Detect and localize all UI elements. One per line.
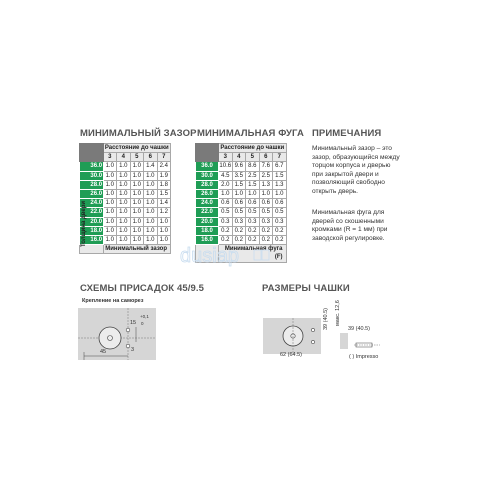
table-value-cell: 0.3: [273, 217, 287, 226]
table-value-cell: 1.0: [117, 162, 131, 171]
table-value-cell: 1.0: [117, 180, 131, 189]
heading-drilling: СХЕМЫ ПРИСАДОК 45/9.5: [80, 283, 204, 294]
table-row: [196, 162, 287, 171]
table-row: [196, 180, 287, 189]
cup-dim-max: макс. 12,6: [335, 300, 341, 326]
table-value-cell: 1.0: [103, 208, 117, 217]
table-top-header: Расстояние до чашки: [220, 145, 285, 151]
svg-text:dusiap: dusiap: [180, 245, 239, 267]
table-value-cell: 1.0: [144, 171, 158, 180]
table-value-cell: 1.4: [144, 162, 158, 171]
table-value-cell: 0.2: [273, 226, 287, 235]
table-value-cell: 2.5: [246, 171, 260, 180]
table-value-cell: 0.3: [246, 217, 260, 226]
table-value-cell: 1.0: [117, 236, 131, 245]
door-thickness-cell: 26.0: [196, 190, 219, 199]
table-value-cell: 1.0: [130, 217, 144, 226]
table-value-cell: 1.0: [117, 190, 131, 199]
table-row: [196, 208, 287, 217]
table-value-cell: 1.5: [273, 171, 287, 180]
table-value-cell: 1.0: [144, 226, 158, 235]
table-value-cell: 2.4: [157, 162, 171, 171]
table-value-cell: 1.0: [103, 162, 117, 171]
door-thickness-cell: 30.0: [196, 171, 219, 180]
table-row: [80, 226, 171, 235]
table-min-gap: [79, 143, 171, 254]
table-corner: [80, 144, 104, 162]
table-value-cell: 1.0: [117, 208, 131, 217]
table-value-cell: 7.6: [259, 162, 273, 171]
table-value-cell: 0.2: [219, 236, 233, 245]
drilling-dim-tolerance-upper: +0,1: [140, 314, 149, 319]
table-value-cell: 1.0: [144, 180, 158, 189]
table-value-cell: 1.0: [103, 217, 117, 226]
cup-dim-62: 62 (64.5): [280, 352, 303, 358]
table-corner: [196, 144, 219, 162]
table-value-cell: 1.0: [103, 190, 117, 199]
table-value-cell: 0.6: [232, 199, 246, 208]
table-row: [80, 236, 171, 245]
table-value-cell: 0.6: [259, 199, 273, 208]
table-value-cell: 1.0: [117, 171, 131, 180]
table-row: [196, 217, 287, 226]
table-value-cell: 1.0: [117, 226, 131, 235]
door-thickness-cell: 20.0: [80, 217, 104, 226]
table-value-cell: 1.0: [259, 190, 273, 199]
table-value-cell: 1.3: [259, 180, 273, 189]
table-value-cell: 1.0: [232, 190, 246, 199]
table-column-header: 5: [246, 153, 260, 162]
table-value-cell: 2.5: [259, 171, 273, 180]
table-row: [196, 199, 287, 208]
table-value-cell: 1.9: [157, 171, 171, 180]
table-row: [80, 180, 171, 189]
door-thickness-cell: 18.0: [196, 226, 219, 235]
door-thickness-cell: 30.0: [80, 171, 104, 180]
table-value-cell: 1.0: [144, 190, 158, 199]
table-value-cell: 1.0: [144, 217, 158, 226]
table-column-header: 6: [259, 153, 273, 162]
table-value-cell: 1.8: [157, 180, 171, 189]
table-value-cell: 1.0: [103, 180, 117, 189]
table-value-cell: 0.5: [259, 208, 273, 217]
table-value-cell: 1.5: [157, 190, 171, 199]
heading-min-gap: МИНИМАЛЬНЫЙ ЗАЗОР: [80, 128, 197, 139]
table-column-header: 7: [157, 153, 171, 162]
drilling-diagram: [78, 308, 178, 373]
table-row: [80, 171, 171, 180]
table-value-cell: 0.2: [273, 236, 287, 245]
door-thickness-cell: 16.0: [80, 236, 104, 245]
label-door-thickness: Толщина двери: [81, 200, 87, 247]
table-value-cell: 1.0: [273, 190, 287, 199]
table-value-cell: 1.0: [130, 199, 144, 208]
drilling-dim-45: 45: [100, 349, 107, 355]
table-value-cell: 1.0: [130, 180, 144, 189]
table-value-cell: 0.3: [259, 217, 273, 226]
table-value-cell: 1.0: [246, 190, 260, 199]
table-row: [196, 226, 287, 235]
door-thickness-cell: 36.0: [80, 162, 104, 171]
table-value-cell: 1.0: [219, 190, 233, 199]
table-value-cell: 1.0: [103, 236, 117, 245]
table-row: [80, 162, 171, 171]
notes-paragraph-2: Минимальная фуга для дверей со скошенными кромками (R = 1 мм) при заводской регулировке.: [312, 209, 388, 242]
table-column-header: 6: [144, 153, 158, 162]
table-row: [80, 217, 171, 226]
table-value-cell: 4.5: [219, 171, 233, 180]
table-value-cell: 1.0: [103, 199, 117, 208]
heading-min-joint: МИНИМАЛЬНАЯ ФУГА: [197, 128, 304, 139]
door-thickness-cell: 36.0: [196, 162, 219, 171]
table-value-cell: 0.5: [273, 208, 287, 217]
table-value-cell: 1.0: [130, 190, 144, 199]
door-thickness-cell: 22.0: [196, 208, 219, 217]
table-row: [80, 208, 171, 217]
table-value-cell: 0.2: [232, 226, 246, 235]
table-value-cell: 1.0: [144, 199, 158, 208]
table-top-header: Расстояние до чашки: [104, 145, 169, 151]
table-value-cell: 0.3: [219, 217, 233, 226]
table-value-cell: 1.0: [157, 236, 171, 245]
table-value-cell: 1.0: [157, 217, 171, 226]
table-value-cell: 1.0: [117, 199, 131, 208]
heading-cup-dimensions: РАЗМЕРЫ ЧАШКИ: [262, 283, 350, 294]
table-column-header: 4: [117, 153, 131, 162]
heading-notes: ПРИМЕЧАНИЯ: [312, 128, 382, 139]
table-value-cell: 1.0: [117, 217, 131, 226]
table-value-cell: 3.5: [232, 171, 246, 180]
table-value-cell: 1.3: [273, 180, 287, 189]
table-row: [80, 190, 171, 199]
table-value-cell: 6.7: [273, 162, 287, 171]
table-value-cell: 1.5: [232, 180, 246, 189]
table-value-cell: 0.6: [219, 199, 233, 208]
table-value-cell: 10.6: [219, 163, 232, 170]
table-column-header: 5: [130, 153, 144, 162]
table-footer: Минимальный зазор: [103, 245, 171, 254]
table-value-cell: 1.0: [157, 226, 171, 235]
table-value-cell: 1.0: [144, 208, 158, 217]
door-thickness-cell: 20.0: [196, 217, 219, 226]
notes-paragraph-1: Минимальный зазор – это зазор, образующийся между торцом корпуса и дверью при закрытой двери и позволяющий свободно открыть дверь.: [312, 145, 400, 195]
table-value-cell: 8.6: [246, 162, 260, 171]
table-value-cell: 1.4: [157, 199, 171, 208]
table-value-cell: 0.2: [259, 236, 273, 245]
table-value-cell: 0.3: [232, 217, 246, 226]
drilling-dim-15: 15: [130, 320, 137, 326]
door-thickness-cell: 18.0: [80, 226, 104, 235]
table-footer: Минимальная фуга (F): [219, 245, 287, 262]
table-row: [196, 190, 287, 199]
table-value-cell: 0.2: [259, 226, 273, 235]
table-value-cell: 1.0: [103, 171, 117, 180]
table-value-cell: 0.5: [246, 208, 260, 217]
table-value-cell: 1.0: [130, 226, 144, 235]
table-row: [80, 199, 171, 208]
table-value-cell: 0.2: [219, 226, 233, 235]
table-value-cell: 0.2: [246, 236, 260, 245]
table-value-cell: 1.2: [157, 208, 171, 217]
door-thickness-cell: 22.0: [80, 208, 104, 217]
table-column-header: 4: [232, 153, 246, 162]
cup-dim-left-vertical: 39 (40.5): [323, 307, 329, 330]
door-thickness-cell: 24.0: [196, 199, 219, 208]
table-value-cell: 1.0: [130, 162, 144, 171]
table-value-cell: 1.0: [130, 208, 144, 217]
door-thickness-cell: 16.0: [196, 236, 219, 245]
drilling-caption: Крепление на саморез: [82, 298, 144, 304]
table-column-header: 7: [273, 153, 287, 162]
table-value-cell: 9.6: [232, 162, 246, 171]
table-value-cell: 0.2: [232, 236, 246, 245]
drilling-dim-tolerance-lower: 0: [141, 321, 144, 326]
table-column-header: 3: [219, 153, 233, 162]
table-value-cell: 0.5: [232, 208, 246, 217]
table-value-cell: 0.6: [246, 199, 260, 208]
drilling-dim-3: 3: [131, 347, 135, 353]
table-row: [196, 171, 287, 180]
door-thickness-cell: 28.0: [80, 180, 104, 189]
door-thickness-cell: 26.0: [80, 190, 104, 199]
table-value-cell: 1.5: [246, 180, 260, 189]
table-value-cell: 0.6: [273, 199, 287, 208]
table-column-header: 3: [103, 153, 117, 162]
watermark-logo: [180, 240, 280, 270]
door-thickness-cell: 24.0: [80, 199, 104, 208]
table-value-cell: 2.0: [219, 180, 233, 189]
door-thickness-cell: 28.0: [196, 180, 219, 189]
cup-dim-39: 39 (40.5): [348, 326, 371, 332]
table-value-cell: 1.0: [130, 236, 144, 245]
table-value-cell: 1.0: [144, 236, 158, 245]
table-value-cell: 0.5: [219, 208, 233, 217]
table-value-cell: 1.0: [103, 226, 117, 235]
table-value-cell: 0.2: [246, 226, 260, 235]
cup-legend-impresso: ( ) Impresso: [349, 354, 379, 360]
table-value-cell: 1.0: [130, 171, 144, 180]
